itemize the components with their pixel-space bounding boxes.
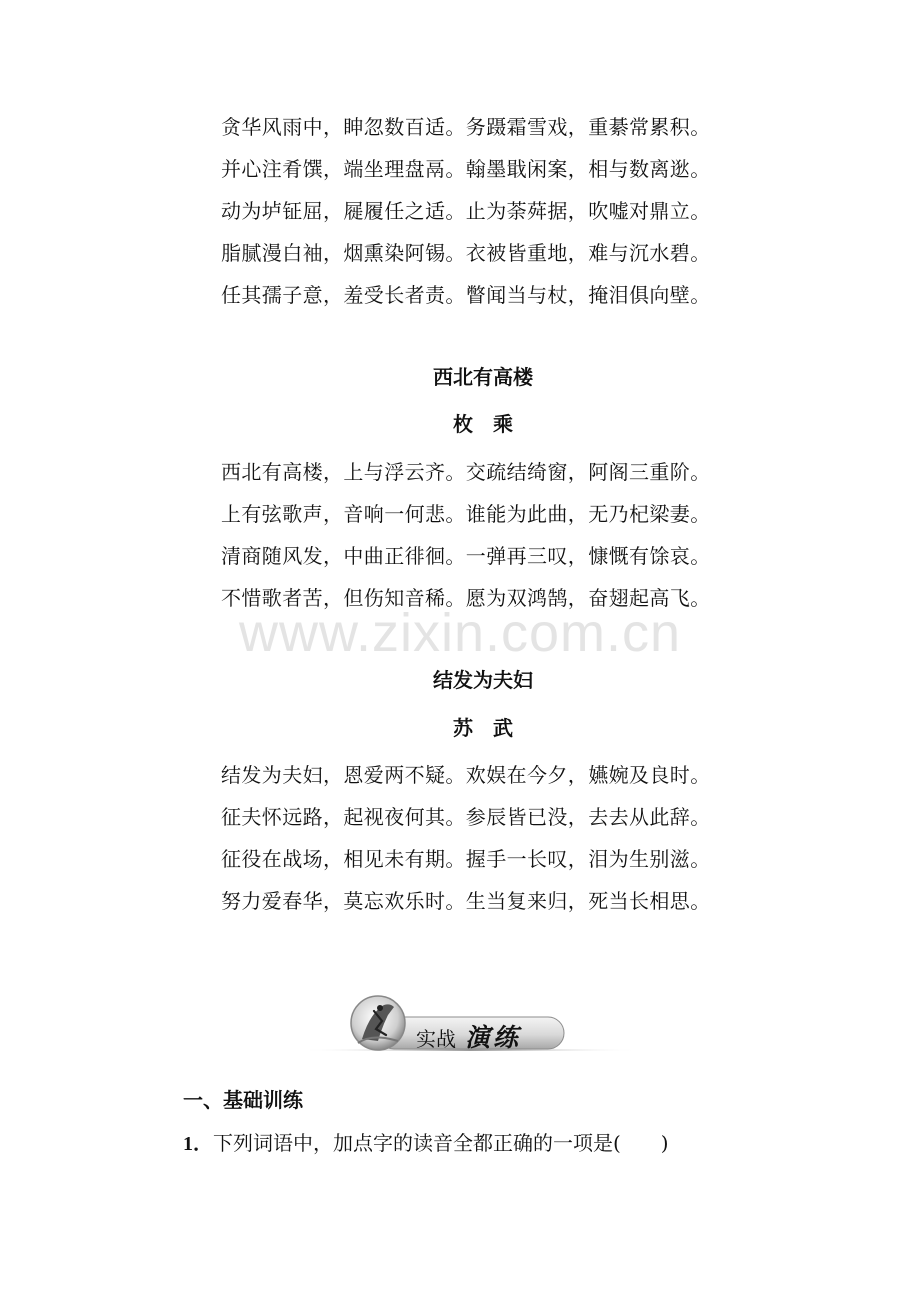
question-1 xyxy=(183,1127,669,1156)
poem-line: 努力爱春华，莫忘欢乐时。生当复来归，死当长相思。 xyxy=(221,889,711,913)
poem-line: 结发为夫妇，恩爱两不疑。欢娱在今夕，嬿婉及良时。 xyxy=(221,763,711,787)
section-banner xyxy=(300,993,640,1057)
section-heading: 一、基础训练 xyxy=(183,1088,303,1112)
poem-line: 动为垆钲屈，屣履任之适。止为荼荈据，吹嘘对鼎立。 xyxy=(221,199,711,223)
poem-line: 不惜歌者苦，但伤知音稀。愿为双鸿鹄，奋翅起高飞。 xyxy=(221,586,711,610)
poem-title: 西北有高楼 xyxy=(433,365,533,389)
poem-line: 西北有高楼，上与浮云齐。交疏结绮窗，阿阁三重阶。 xyxy=(221,460,711,484)
poem-author: 枚 乘 xyxy=(453,412,513,436)
banner-label-small: 实战 xyxy=(416,1027,456,1051)
question-text: 下列词语中，加点字的读音全都正确的一项是( ) xyxy=(213,1131,669,1155)
poem-line: 脂腻漫白袖，烟熏染阿锡。衣被皆重地，难与沉水碧。 xyxy=(221,241,711,265)
poem-line: 贪华风雨中，眒忽数百适。务蹑霜雪戏，重綦常累积。 xyxy=(221,115,711,139)
poem-line: 上有弦歌声，音响一何悲。谁能为此曲，无乃杞梁妻。 xyxy=(221,502,711,526)
watermark: www.zixin.com.cn xyxy=(238,603,682,663)
poem-title: 结发为夫妇 xyxy=(433,668,533,692)
poem-line: 任其孺子意，羞受长者责。瞥闻当与杖，掩泪俱向壁。 xyxy=(221,283,711,307)
poem-line: 并心注肴馔，端坐理盘鬲。翰墨戢闲案，相与数离逖。 xyxy=(221,157,711,181)
poem-author: 苏 武 xyxy=(453,716,513,740)
banner-label-large: 演练 xyxy=(465,1023,522,1052)
poem-line: 征役在战场，相见未有期。握手一长叹，泪为生别滋。 xyxy=(221,847,711,871)
question-number: 1． xyxy=(183,1133,213,1155)
poem-line: 清商随风发，中曲正徘徊。一弹再三叹，慷慨有馀哀。 xyxy=(221,544,711,568)
poem-line: 征夫怀远路，起视夜何其。参辰皆已没，去去从此辞。 xyxy=(221,805,711,829)
